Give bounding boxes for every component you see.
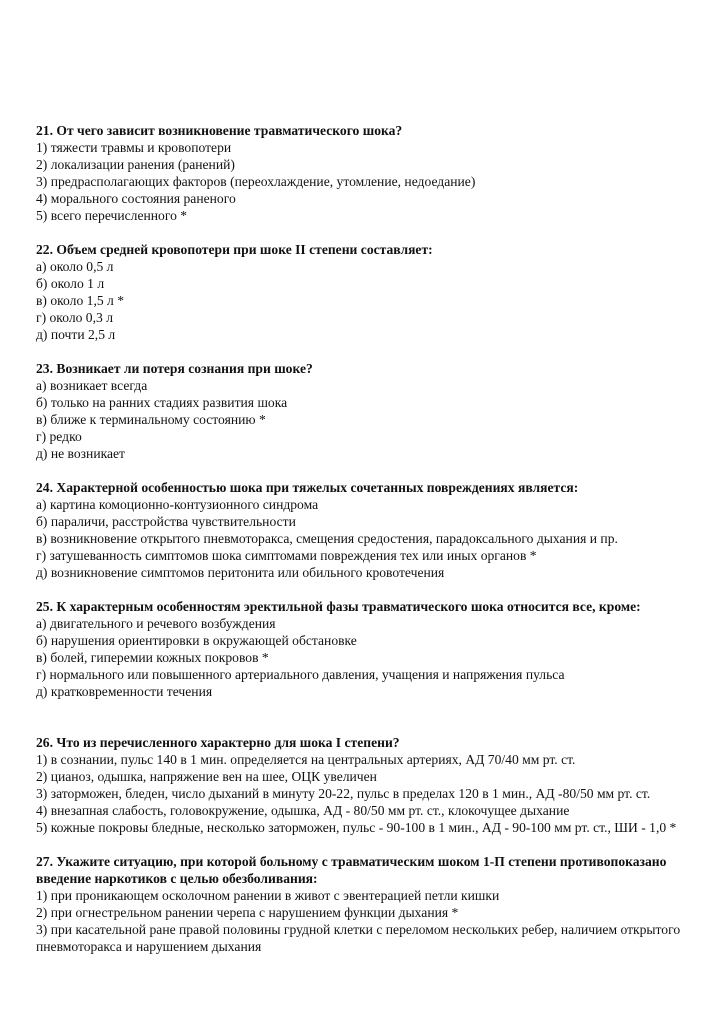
spacer: [36, 224, 692, 241]
question-23: [36, 360, 692, 462]
answer-option: 1) при проникающем осколочном ранении в живот с эвентерацией петли кишки: [36, 888, 500, 903]
answer-option: а) картина комоционно-контузионного синдрома: [36, 497, 319, 512]
answer-option: 2) локализации ранения (ранений): [36, 157, 235, 172]
spacer: [36, 836, 692, 853]
answer-option: 5) кожные покровы бледные, несколько заторможен, пульс - 90-100 в 1 мин., АД - 90-100 мм рт. ст., ШИ - 1,0 *: [36, 820, 677, 835]
answer-option: в) болей, гиперемии кожных покровов *: [36, 650, 269, 665]
answer-option: а) около 0,5 л: [36, 259, 114, 274]
answer-option: в) возникновение открытого пневмоторакса, смещения средостения, парадоксального дыхания и пр.: [36, 531, 618, 546]
answer-option: г) около 0,3 л: [36, 310, 113, 325]
answer-option: д) возникновение симптомов перитонита или обильного кровотечения: [36, 565, 445, 580]
answer-option: б) только на ранних стадиях развития шока: [36, 395, 288, 410]
question-26: [36, 734, 692, 836]
answer-option: 1) в сознании, пульс 140 в 1 мин. определяется на центральных артериях, АД 70/40 мм рт. ст.: [36, 752, 576, 767]
answer-option: 2) при огнестрельном ранении черепа с нарушением функции дыхания *: [36, 905, 459, 920]
spacer: [36, 343, 692, 360]
answer-option: в) около 1,5 л *: [36, 293, 125, 308]
question-title: 23. Возникает ли потеря сознания при шоке?: [36, 361, 313, 376]
question-title: 26. Что из перечисленного характерно для шока I степени?: [36, 735, 400, 750]
document-page: [36, 122, 692, 955]
answer-option: д) почти 2,5 л: [36, 327, 116, 342]
question-title: 25. К характерным особенностям эректильной фазы травматического шока относится все, кроме:: [36, 599, 641, 614]
answer-option: г) нормального или повышенного артериального давления, учащения и напряжения пульса: [36, 667, 565, 682]
answer-option: 3) при касательной ране правой половины грудной клетки с переломом нескольких ребер, наличием открытого пневмоторакса и нарушением дыхания: [36, 922, 681, 954]
answer-option: 1) тяжести травмы и кровопотери: [36, 140, 232, 155]
spacer: [36, 700, 692, 734]
answer-option: г) затушеванность симптомов шока симптомами повреждения тех или иных органов *: [36, 548, 537, 563]
answer-option: а) возникает всегда: [36, 378, 148, 393]
question-25: [36, 598, 692, 700]
question-title: 22. Объем средней кровопотери при шоке II степени составляет:: [36, 242, 433, 257]
answer-option: 5) всего перечисленного *: [36, 208, 188, 223]
question-22: [36, 241, 692, 343]
answer-option: 3) предрасполагающих факторов (переохлаждение, утомление, недоедание): [36, 174, 476, 189]
question-title: 21. От чего зависит возникновение травматического шока?: [36, 123, 403, 138]
question-27: [36, 853, 692, 955]
answer-option: д) не возникает: [36, 446, 125, 461]
answer-option: 4) внезапная слабость, головокружение, одышка, АД - 80/50 мм рт. ст., клокочущее дыхание: [36, 803, 570, 818]
answer-option: б) нарушения ориентировки в окружающей обстановке: [36, 633, 357, 648]
answer-option: а) двигательного и речевого возбуждения: [36, 616, 276, 631]
answer-option: 2) цианоз, одышка, напряжение вен на шее, ОЦК увеличен: [36, 769, 377, 784]
question-21: [36, 122, 692, 224]
answer-option: д) кратковременности течения: [36, 684, 213, 699]
spacer: [36, 462, 692, 479]
answer-option: 3) заторможен, бледен, число дыханий в минуту 20-22, пульс в пределах 120 в 1 мин., АД -80/50 мм рт. ст.: [36, 786, 651, 801]
spacer: [36, 581, 692, 598]
answer-option: б) параличи, расстройства чувствительности: [36, 514, 296, 529]
question-title: 27. Укажите ситуацию, при которой больному с травматическим шоком 1-П степени противопоказано введение наркотиков с целью обезболивания:: [36, 854, 667, 886]
question-24: [36, 479, 692, 581]
answer-option: 4) морального состояния раненого: [36, 191, 236, 206]
answer-option: г) редко: [36, 429, 82, 444]
answer-option: в) ближе к терминальному состоянию *: [36, 412, 266, 427]
answer-option: б) около 1 л: [36, 276, 105, 291]
question-title: 24. Характерной особенностью шока при тяжелых сочетанных повреждениях является:: [36, 480, 579, 495]
